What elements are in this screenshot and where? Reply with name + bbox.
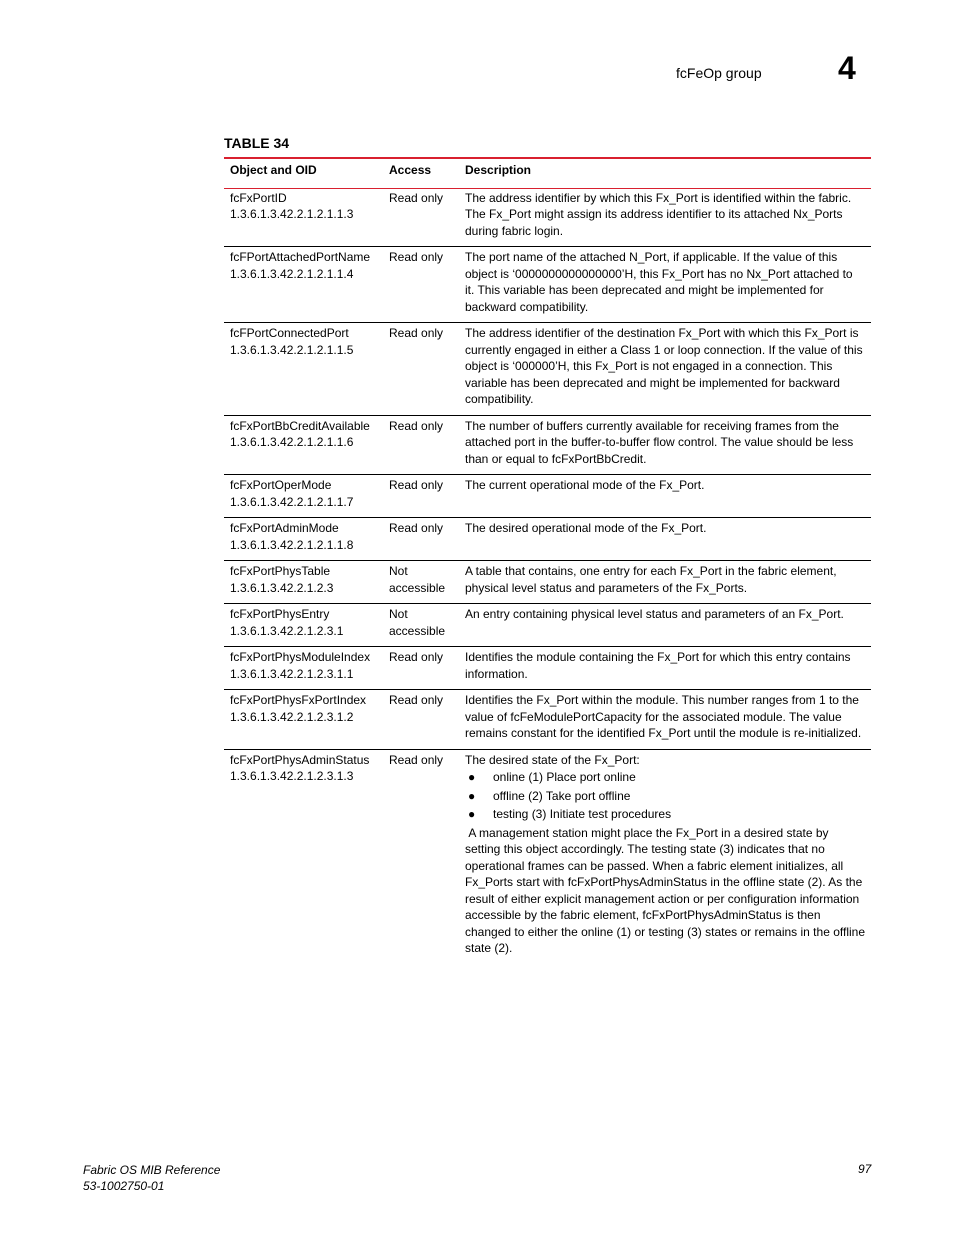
object-name: fcFxPortPhysModuleIndex (230, 650, 371, 664)
object-cell (224, 561, 383, 604)
object-oid: 1.3.6.1.3.42.2.1.2.3.1.3 (230, 769, 354, 783)
bullet-icon: ● (468, 807, 476, 821)
object-oid: 1.3.6.1.3.42.2.1.2.1.1.4 (230, 266, 354, 281)
table-row (224, 475, 871, 518)
column-header-object: Object and OID (224, 158, 383, 188)
footer-document-info (83, 1162, 220, 1194)
description-cell: The current operational mode of the Fx_Port. (459, 475, 871, 518)
table-row (224, 247, 871, 323)
description-cell: The number of buffers currently available for receiving frames from the attached port in the buffer-to-buffer flow control. The value should be less than or equal to fcFxPortBbCredit. (459, 415, 871, 475)
description-cell: Identifies the Fx_Port within the module. This number ranges from 1 to the value of fcFeModulePortCapacity for the associated module. The value remains constant for the identified Fx_Port until the module is re-initialized. (459, 690, 871, 750)
column-header-access: Access (383, 158, 459, 188)
table-row (224, 690, 871, 750)
object-oid: 1.3.6.1.3.42.2.1.2.1.1.3 (230, 207, 354, 221)
object-cell (224, 323, 383, 416)
table-row (224, 604, 871, 647)
table-row (224, 647, 871, 690)
object-oid: 1.3.6.1.3.42.2.1.2.1.1.7 (230, 494, 354, 509)
list-item-text: online (1) Place port online (493, 770, 636, 784)
access-cell: Read only (383, 690, 459, 750)
object-cell (224, 188, 383, 247)
object-cell (224, 690, 383, 750)
table-row (224, 518, 871, 561)
column-header-description: Description (459, 158, 871, 188)
object-name: fcFxPortOperMode (230, 478, 332, 492)
object-oid: 1.3.6.1.3.42.2.1.2.1.1.5 (230, 342, 354, 357)
table-row (224, 323, 871, 416)
object-oid: 1.3.6.1.3.42.2.1.2.3.1.2 (230, 709, 354, 724)
list-item-text: offline (2) Take port offline (493, 788, 631, 803)
chapter-number: 4 (838, 50, 856, 86)
object-oid: 1.3.6.1.3.42.2.1.2.3.1 (230, 623, 344, 638)
access-cell: Read only (383, 323, 459, 416)
object-name: fcFxPortPhysTable (230, 564, 331, 578)
access-cell: Read only (383, 188, 459, 247)
object-name: fcFxPortBbCreditAvailable (230, 418, 370, 433)
list-item-text: testing (3) Initiate test procedures (493, 807, 672, 821)
table-row (224, 561, 871, 604)
object-name: fcFxPortPhysAdminStatus (230, 752, 370, 767)
access-cell: Read only (383, 247, 459, 323)
footer-title: Fabric OS MIB Reference (83, 1163, 221, 1177)
table-row (224, 188, 871, 247)
access-cell: Read only (383, 475, 459, 518)
access-cell: Read only (389, 752, 444, 767)
object-cell (224, 475, 383, 518)
object-name: fcFxPortPhysEntry (230, 607, 330, 621)
description-cell: An entry containing physical level status and parameters of an Fx_Port. (459, 604, 871, 647)
mib-object-table (224, 157, 871, 964)
table-row (224, 415, 871, 475)
access-cell: Not accessible (383, 604, 459, 647)
access-cell: Read only (383, 518, 459, 561)
description-cell: The address identifier by which this Fx_Port is identified within the fabric. The Fx_Port might assign its address identifier to its attached Nx_Ports during fabric login. (459, 188, 871, 247)
object-name: fcFxPortAdminMode (230, 521, 339, 535)
object-oid: 1.3.6.1.3.42.2.1.2.1.1.6 (230, 435, 354, 449)
description-cell: Identifies the module containing the Fx_Port for which this entry contains information. (459, 647, 871, 690)
description-cell (459, 749, 871, 964)
bullet-icon: ● (468, 770, 476, 784)
object-cell (224, 247, 383, 323)
table-header-row (224, 158, 871, 188)
access-cell: Read only (383, 415, 459, 475)
list-item (465, 788, 865, 805)
object-oid: 1.3.6.1.3.42.2.1.2.1.1.8 (230, 537, 354, 552)
object-name: fcFPortConnectedPort (230, 326, 349, 340)
table-row (224, 749, 871, 964)
object-oid: 1.3.6.1.3.42.2.1.2.3 (230, 580, 334, 595)
description-cell: The port name of the attached N_Port, if applicable. If the value of this object is ‘0000000000000000’H, this Fx_Port has no Nx_Port attached to it. This variable has been deprecated and might be implemented for backward compatibility. (459, 247, 871, 323)
object-cell (224, 415, 383, 475)
state-bullet-list (465, 769, 865, 823)
list-item (465, 806, 865, 823)
object-name: fcFxPortPhysFxPortIndex (230, 693, 367, 707)
object-name: fcFPortAttachedPortName (230, 250, 371, 264)
footer-doc-number: 53-1002750-01 (83, 1179, 165, 1193)
description-tail: A management station might place the Fx_Port in a desired state by setting this object accordingly. The testing state (3) indicates that no operational frames can be passed. When a fabric element initializes, all Fx_Ports start with fcFxPortPhysAdminStatus in the offline state (2). As the result of either explicit management action or per configuration information accessible by the fabric element, fcFxPortPhysAdminStatus is then changed to either the online (1) or testing (3) states or remains in the offline state (2). (465, 825, 869, 955)
object-name: fcFxPortID (230, 190, 287, 205)
description-cell: The desired operational mode of the Fx_Port. (459, 518, 871, 561)
access-cell: Read only (383, 647, 459, 690)
table-caption: TABLE 34 (224, 135, 290, 151)
description-cell: A table that contains, one entry for each Fx_Port in the fabric element, physical level status and parameters of the Fx_Ports. (459, 561, 871, 604)
list-item (465, 769, 865, 786)
object-cell (224, 749, 383, 964)
object-cell (224, 647, 383, 690)
access-cell: Not accessible (383, 561, 459, 604)
bullet-icon: ● (468, 788, 476, 803)
object-cell (224, 518, 383, 561)
description-cell: The address identifier of the destination Fx_Port with which this Fx_Port is currently engaged in either a Class 1 or loop connection. If the value of this object is ‘000000’H, this Fx_Port is not engaged in a connection. This variable has been deprecated and might be implemented for backward compatibility. (459, 323, 871, 416)
object-oid: 1.3.6.1.3.42.2.1.2.3.1.1 (230, 666, 354, 681)
object-cell (224, 604, 383, 647)
running-header-section: fcFeOp group (676, 65, 762, 81)
page-number: 97 (858, 1162, 872, 1176)
description-intro: The desired state of the Fx_Port: (465, 752, 640, 767)
